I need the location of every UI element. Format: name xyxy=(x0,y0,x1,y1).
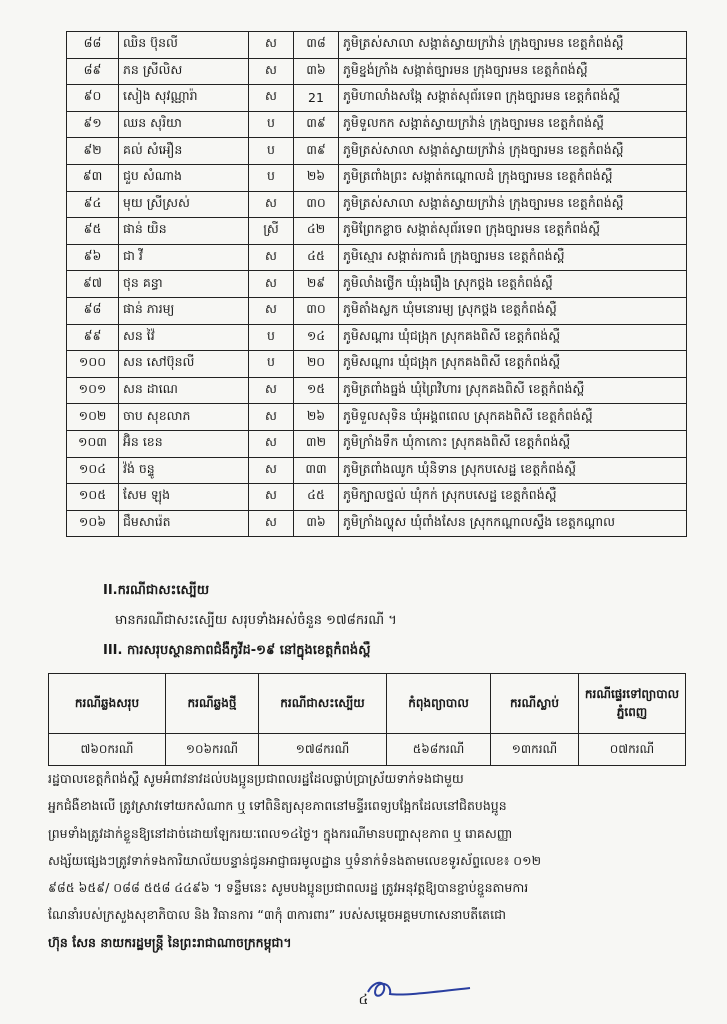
case-number-cell: ៩៤ xyxy=(67,191,119,218)
age-cell: ៣៦ xyxy=(294,58,339,85)
case-number-cell: ៨៩ xyxy=(67,58,119,85)
address-cell: ភូមិក្បាលថ្នល់ ឃុំកក់ ស្រុកបសេដ្ឋ ខេត្តកំពង់ស្ពឺ xyxy=(339,484,687,511)
patient-name-cell: ជឹមសារ៉េត xyxy=(119,510,249,537)
age-cell: ៤៥ xyxy=(294,484,339,511)
sex-cell: ស xyxy=(249,377,294,404)
sex-cell: ស xyxy=(249,430,294,457)
patient-name-cell: អ៊ិន ខេន xyxy=(119,430,249,457)
patient-name-cell: ផាន់ យិន xyxy=(119,218,249,245)
address-cell: ភូមិត្រស់សាលា សង្កាត់ស្វាយក្រវ៉ាន់ ក្រុងច្បារមន ខេត្តកំពង់ស្ពឺ xyxy=(339,138,687,165)
patient-name-cell: ភន ស្រីលិស xyxy=(119,58,249,85)
age-cell: ៤២ xyxy=(294,218,339,245)
table-row xyxy=(67,85,687,112)
case-number-cell: ១០៥ xyxy=(67,484,119,511)
paragraph-line: ៩៨៥ ៦៥៩/ ០៨៨ ៥៥៨ ៤៤៩៦ ។ ទន្ទឹមនេះ សូមបងប្អូនប្រជាពលរដ្ឋ ត្រូវអនុវត្តឱ្យបានខ្ជាប់ខ្ជួនតាមការ xyxy=(48,880,529,896)
case-roster-body xyxy=(67,32,687,537)
table-row xyxy=(67,324,687,351)
covid-summary-table xyxy=(48,673,686,766)
age-cell: ៣៨ xyxy=(294,32,339,59)
table-row xyxy=(67,58,687,85)
age-cell: ៣២ xyxy=(294,430,339,457)
summary-header-row xyxy=(49,674,686,734)
sex-cell: ស xyxy=(249,297,294,324)
summary-value-cell: ៥៦៨ករណី xyxy=(387,734,491,766)
address-cell: ភូមិត្រស់សាលា សង្កាត់ស្វាយក្រវ៉ាន់ ក្រុងច្បារមន ខេត្តកំពង់ស្ពឺ xyxy=(339,191,687,218)
age-cell: ៣៦ xyxy=(294,510,339,537)
table-row xyxy=(67,297,687,324)
table-row xyxy=(67,218,687,245)
case-roster-table xyxy=(66,31,687,537)
case-number-cell: ៩២ xyxy=(67,138,119,165)
table-row xyxy=(67,404,687,431)
page-number: ៤ xyxy=(358,992,369,1008)
sex-cell: ស xyxy=(249,85,294,112)
summary-value-cell: ៧៦០ករណី xyxy=(49,734,166,766)
patient-name-cell: សន សៅប៊ុនលី xyxy=(119,351,249,378)
table-row xyxy=(67,138,687,165)
case-number-cell: ៩៧ xyxy=(67,271,119,298)
address-cell: ភូមិត្រពាំងព្រះ សង្កាត់កណ្ដោលដំ ក្រុងច្បារមន ខេត្តកំពង់ស្ពឺ xyxy=(339,164,687,191)
address-cell: ភូមិស្មោរ សង្កាត់រការធំ ក្រុងច្បារមន ខេត្តកំពង់ស្ពឺ xyxy=(339,244,687,271)
sex-cell: ប xyxy=(249,164,294,191)
age-cell: 21 xyxy=(294,85,339,112)
case-number-cell: ៩៦ xyxy=(67,244,119,271)
paragraph-line: អ្នកជំងឺខាងលើ ត្រូវស្រាវទៅយកសំណាក ឬ ទៅពិនិត្យសុខភាពនៅមន្ទីរពេទ្យបង្អែកដែលនៅជិតបងប្អូន xyxy=(48,798,507,814)
age-cell: ២៦ xyxy=(294,164,339,191)
age-cell: ២៩ xyxy=(294,271,339,298)
sex-cell: ស xyxy=(249,244,294,271)
address-cell: ភូមិហាលាំងសង្កែ សង្កាត់សុព័រទេព ក្រុងច្បារមន ខេត្តកំពង់ស្ពឺ xyxy=(339,85,687,112)
paragraph-line: រដ្ឋបាលខេត្តកំពង់ស្ពឺ សូមអំពាវនាវដល់បងប្អូនប្រជាពលរដ្ឋដែលធ្លាប់ប្រាស្រ័យទាក់ទងជាមួយ xyxy=(48,771,464,786)
summary-header-cell: ករណីស្លាប់ xyxy=(491,674,579,734)
section-2-heading: II.ករណីជាសះស្បើយ xyxy=(103,583,210,598)
summary-header-cell: ករណីឆ្លងថ្មី xyxy=(166,674,259,734)
address-cell: ភូមិខ្នង់ក្រាំង សង្កាត់ច្បារមន ក្រុងច្បារមន ខេត្តកំពង់ស្ពឺ xyxy=(339,58,687,85)
patient-name-cell: ជា វី xyxy=(119,244,249,271)
sex-cell: ស xyxy=(249,457,294,484)
case-number-cell: ១០៦ xyxy=(67,510,119,537)
table-row xyxy=(67,510,687,537)
patient-name-cell: ឈន សុរិយា xyxy=(119,111,249,138)
age-cell: ៣០ xyxy=(294,297,339,324)
summary-value-row xyxy=(49,734,686,766)
patient-name-cell: ជួប សំណាង xyxy=(119,164,249,191)
case-number-cell: ៩១ xyxy=(67,111,119,138)
sex-cell: ស xyxy=(249,58,294,85)
sex-cell: ស xyxy=(249,404,294,431)
age-cell: ៣៣ xyxy=(294,457,339,484)
summary-value-cell: ១៣ករណី xyxy=(491,734,579,766)
paragraph-line: ហ៊ុន សែន នាយករដ្ឋមន្ត្រី នៃព្រះរាជាណាចក្រកម្ពុជា។ xyxy=(48,934,292,950)
table-row xyxy=(67,484,687,511)
case-number-cell: ១០១ xyxy=(67,377,119,404)
age-cell: ១៥ xyxy=(294,377,339,404)
patient-name-cell: វ៉ង់ ចន្ទូ xyxy=(119,457,249,484)
age-cell: ២០ xyxy=(294,351,339,378)
patient-name-cell: មុយ ស្រីស្រស់ xyxy=(119,191,249,218)
patient-name-cell: ឈិន ប៊ុនលី xyxy=(119,32,249,59)
case-number-cell: ១០២ xyxy=(67,404,119,431)
patient-name-cell: ថុន គន្ធា xyxy=(119,271,249,298)
case-number-cell: ៩៣ xyxy=(67,164,119,191)
sex-cell: ប xyxy=(249,138,294,165)
section-3-heading: III. ការសរុបស្ថានភាពជំងឺកូវីដ-១៩ នៅក្នុងខេត្តកំពង់ស្ពឺ xyxy=(103,643,371,658)
address-cell: ភូមិទួលសុទិន ឃុំអង្គពពេល ស្រុកគងពិសី ខេត្តកំពង់ស្ពឺ xyxy=(339,404,687,431)
table-row xyxy=(67,351,687,378)
address-cell: ភូមិក្រាំងល្ហុស ឃុំពាំងសែន ស្រុកកណ្ដាលស្ទឹង ខេត្តកណ្ដាល xyxy=(339,510,687,537)
case-number-cell: ៩០ xyxy=(67,85,119,112)
case-number-cell: ៩៨ xyxy=(67,297,119,324)
appeal-paragraph xyxy=(48,765,688,956)
age-cell: ២៦ xyxy=(294,404,339,431)
patient-name-cell: សន វ៉ៃ xyxy=(119,324,249,351)
address-cell: ភូមិទួលកក សង្កាត់ស្វាយក្រវ៉ាន់ ក្រុងច្បារមន ខេត្តកំពង់ស្ពឺ xyxy=(339,111,687,138)
summary-header-cell: កំពុងព្យាបាល xyxy=(387,674,491,734)
patient-name-cell: សែម ឡុង xyxy=(119,484,249,511)
table-row xyxy=(67,191,687,218)
address-cell: ភូមិសណ្ដារ ឃុំជង្រុក ស្រុកគងពិសី ខេត្តកំពង់ស្ពឺ xyxy=(339,324,687,351)
table-row xyxy=(67,271,687,298)
patient-name-cell: សន ដាណេ xyxy=(119,377,249,404)
case-number-cell: ៨៨ xyxy=(67,32,119,59)
address-cell: ភូមិតាំងស្លក ឃុំមនោរម្យ ស្រុកថ្ពង ខេត្តកំពង់ស្ពឺ xyxy=(339,297,687,324)
age-cell: ៤៥ xyxy=(294,244,339,271)
summary-header-cell: ករណីផ្ទេរទៅព្យាបាល ភ្នំពេញ xyxy=(579,674,686,734)
age-cell: ១៤ xyxy=(294,324,339,351)
age-cell: ៣០ xyxy=(294,191,339,218)
age-cell: ៣៩ xyxy=(294,138,339,165)
sex-cell: ប xyxy=(249,324,294,351)
paragraph-line: ព្រមទាំងត្រូវដាក់ខ្លួនឱ្យនៅដាច់ដោយឡែករយៈពេល១៤ថ្ងៃ។ ក្នុងករណីមានបញ្ហាសុខភាព ឬ រោគសញ្ញា xyxy=(48,825,513,841)
address-cell: ភូមិក្រាំងទឹក ឃុំកាកោះ ស្រុកគងពិសី ខេត្តកំពង់ស្ពឺ xyxy=(339,430,687,457)
table-row xyxy=(67,32,687,59)
address-cell: ភូមិត្រពាំងធ្នង់ ឃុំព្រៃវិហារ ស្រុកគងពិសី ខេត្តកំពង់ស្ពឺ xyxy=(339,377,687,404)
patient-name-cell: គល់ សំអឿន xyxy=(119,138,249,165)
sex-cell: ប xyxy=(249,111,294,138)
case-number-cell: ៩៩ xyxy=(67,324,119,351)
sex-cell: ស្រី xyxy=(249,218,294,245)
summary-value-cell: ០៧ករណី xyxy=(579,734,686,766)
patient-name-cell: សៀង សុវណ្ណារ៉ា xyxy=(119,85,249,112)
address-cell: ភូមិត្រពាំងឈូក ឃុំនិទាន ស្រុកបសេដ្ឋ ខេត្តកំពង់ស្ពឺ xyxy=(339,457,687,484)
case-number-cell: ១០៤ xyxy=(67,457,119,484)
table-row xyxy=(67,244,687,271)
summary-value-cell: ១៧៨ករណី xyxy=(259,734,387,766)
address-cell: ភូមិត្រស់សាលា សង្កាត់ស្វាយក្រវ៉ាន់ ក្រុងច្បារមន ខេត្តកំពង់ស្ពឺ xyxy=(339,32,687,59)
patient-name-cell: ចាប សុខលាភ xyxy=(119,404,249,431)
sex-cell: ស xyxy=(249,271,294,298)
address-cell: ភូមិព្រែកខ្លាច សង្កាត់សុព័រទេព ក្រុងច្បារមន ខេត្តកំពង់ស្ពឺ xyxy=(339,218,687,245)
address-cell: ភូមិលាំងថ្លើក ឃុំរុងរឿង ស្រុកថ្ពង ខេត្តកំពង់ស្ពឺ xyxy=(339,271,687,298)
summary-header-cell: ករណីជាសះស្បើយ xyxy=(259,674,387,734)
table-row xyxy=(67,457,687,484)
table-row xyxy=(67,430,687,457)
table-row xyxy=(67,111,687,138)
sex-cell: ស xyxy=(249,484,294,511)
paragraph-line: ណែនាំរបស់ក្រសួងសុខាភិបាល និង វិធានការ “៣កុំ ៣ការពារ” របស់សម្ដេចអគ្គមហាសេនាបតីតេជោ xyxy=(48,907,506,923)
case-number-cell: ១០៣ xyxy=(67,430,119,457)
case-number-cell: ៩៥ xyxy=(67,218,119,245)
paragraph-line: សង្ស័យផ្សេងៗត្រូវទាក់ទងការិយាល័យបន្ទាន់ជូនអាជ្ញាធរមូលដ្ឋាន ឬទំនាក់ទំនងតាមលេខទូរស័ព្ទលេខ៖ ០១២ xyxy=(48,852,542,868)
recovered-summary-text: មានករណីជាសះស្បើយ សរុបទាំងអស់ចំនួន ១៧៨ករណី ។ xyxy=(115,613,397,628)
sex-cell: ស xyxy=(249,191,294,218)
patient-name-cell: ផាន់ ភារម្យ xyxy=(119,297,249,324)
address-cell: ភូមិសណ្ដារ ឃុំជង្រុក ស្រុកគងពិសី ខេត្តកំពង់ស្ពឺ xyxy=(339,351,687,378)
summary-header-cell: ករណីឆ្លងសរុប xyxy=(49,674,166,734)
sex-cell: ស xyxy=(249,510,294,537)
sex-cell: ស xyxy=(249,32,294,59)
age-cell: ៣៩ xyxy=(294,111,339,138)
table-row xyxy=(67,377,687,404)
summary-value-cell: ១០៦ករណី xyxy=(166,734,259,766)
case-number-cell: ១០០ xyxy=(67,351,119,378)
table-row xyxy=(67,164,687,191)
sex-cell: ប xyxy=(249,351,294,378)
